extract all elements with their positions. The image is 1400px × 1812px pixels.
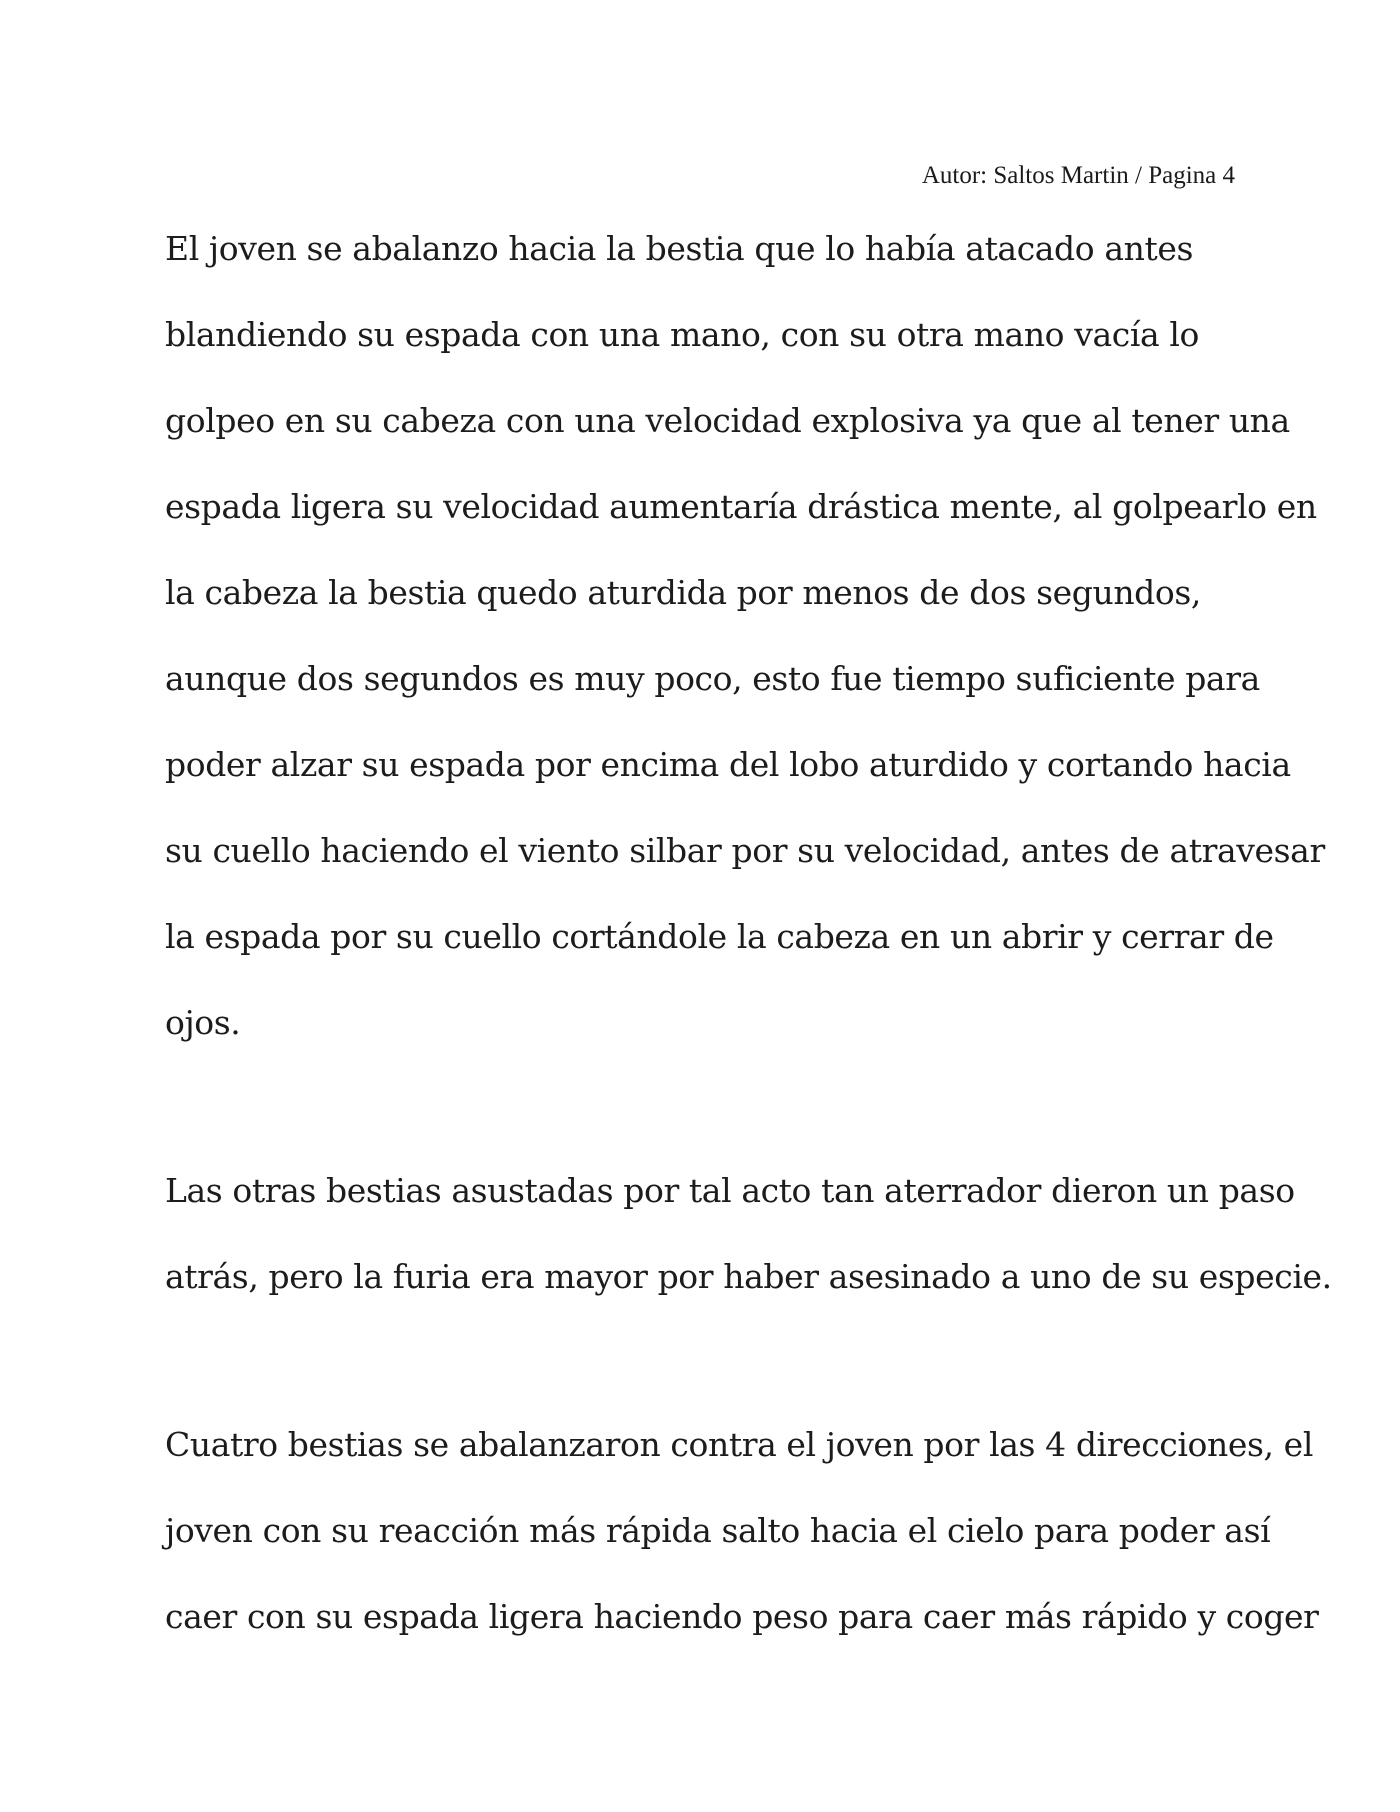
text-line: blandiendo su espada con una mano, con su otra mano vacía lo [165, 315, 1199, 354]
text-line: joven con su reacción más rápida salto hacia el cielo para poder así [165, 1511, 1271, 1550]
paragraph [165, 1420, 1319, 1678]
text-line: aunque dos segundos es muy poco, esto fue tiempo suficiente para [165, 659, 1260, 698]
text-line: la cabeza la bestia quedo aturdida por menos de dos segundos, [165, 573, 1201, 612]
text-line: la espada por su cuello cortándole la cabeza en un abrir y cerrar de [165, 917, 1274, 956]
text-line: ojos. [165, 1003, 241, 1042]
text-line: espada ligera su velocidad aumentaría drástica mente, al golpearlo en [165, 487, 1317, 526]
text-line: poder alzar su espada por encima del lobo aturdido y cortando hacia [165, 745, 1291, 784]
paragraph-spacer [165, 1084, 1255, 1166]
text-line: El joven se abalanzo hacia la bestia que lo había atacado antes [165, 229, 1193, 268]
text-line: caer con su espada ligera haciendo peso para caer más rápido y coger [165, 1597, 1319, 1636]
text-line: su cuello haciendo el viento silbar por su velocidad, antes de atravesar [165, 831, 1325, 870]
text-line: atrás, pero la furia era mayor por haber asesinado a uno de su especie. [165, 1257, 1332, 1296]
text-line: golpeo en su cabeza con una velocidad explosiva ya que al tener una [165, 401, 1290, 440]
paragraph [165, 1166, 1332, 1338]
page-header: Autor: Saltos Martin / Pagina 4 [921, 162, 1235, 189]
body-text [165, 224, 1332, 1678]
text-line: Las otras bestias asustadas por tal acto tan aterrador dieron un paso [165, 1171, 1295, 1210]
text-line: Cuatro bestias se abalanzaron contra el joven por las 4 direcciones, el [165, 1425, 1313, 1464]
paragraph-spacer [165, 1338, 1255, 1420]
paragraph [165, 224, 1325, 1084]
